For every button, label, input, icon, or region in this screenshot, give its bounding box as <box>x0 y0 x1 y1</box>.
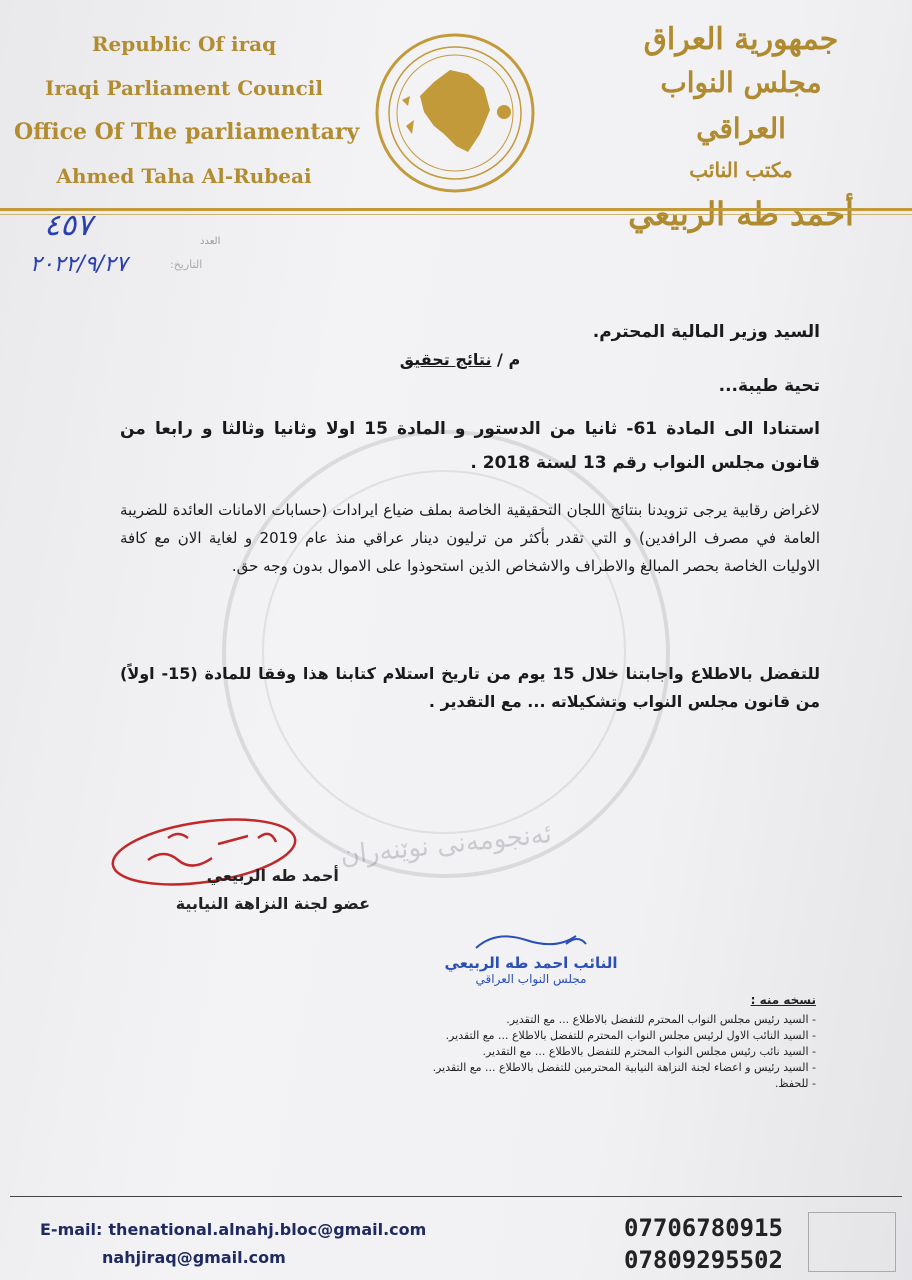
list-item: - السيد رئيس مجلس النواب المحترم للتفضل بالاطلاع ... مع التقدير. <box>506 1013 816 1026</box>
list-item: - السيد نائب رئيس مجلس النواب المحترم للتفضل بالاطلاع ... مع التقدير. <box>482 1045 816 1058</box>
list-item: - للحفظ. <box>774 1077 816 1090</box>
email-link-primary[interactable]: thenational.alnahj.bloc@gmail.com <box>108 1220 427 1239</box>
reference-date: ٢٠٢٢/٩/٢٧ <box>30 252 128 277</box>
header-divider <box>0 208 912 211</box>
parliament-seal-icon <box>372 30 538 196</box>
reference-date-label: التاريخ: <box>170 258 203 271</box>
letterhead-en-line: Ahmed Taha Al-Rubeai <box>56 164 312 188</box>
stamp-line-1: النائب احمد طه الربيعي <box>444 954 618 972</box>
subject-line <box>380 350 540 369</box>
letterhead-en-line: Office Of The parliamentary <box>14 119 360 145</box>
letterhead-ar-line: مجلس النواب العراقي <box>660 66 822 145</box>
document-stamp-box <box>808 1212 896 1272</box>
blue-stamp <box>436 926 626 996</box>
footer-divider <box>10 1196 902 1197</box>
signatory-title: عضو لجنة النزاهة النيابية <box>175 894 370 913</box>
header-divider-thin <box>0 214 912 215</box>
letterhead-ar-line: جمهورية العراق <box>643 22 839 57</box>
footer-phones <box>624 1212 783 1276</box>
phone-number: 07706780915 <box>624 1214 783 1242</box>
email-link-secondary[interactable]: nahjiraq@gmail.com <box>102 1248 286 1267</box>
list-item: - السيد رئيس و اعضاء لجنة النزاهة النيابية المحترمين للتفضل بالاطلاع ... مع التقدير. <box>432 1061 816 1074</box>
email-label: E-mail: <box>40 1220 103 1239</box>
copies-title: نسخه منه : <box>750 993 816 1007</box>
copies-list <box>316 992 816 1092</box>
stamp-line-2: مجلس النواب العراقي <box>475 972 587 986</box>
subject-prefix: م / <box>497 350 521 369</box>
letterhead-english <box>14 22 360 198</box>
phone-number: 07809295502 <box>624 1246 783 1274</box>
signatory-name: أحمد طه الربيعي <box>206 866 339 885</box>
paragraph-legal-basis: استنادا الى المادة 61- ثانيا من الدستور و المادة 15 اولا وثانيا وثالثا و رابعا من قانون مجلس النواب رقم 13 لسنة 2018 . <box>120 419 820 473</box>
subject-text: نتائج تحقيق <box>399 350 492 369</box>
greeting: تحية طيبة... <box>718 376 820 396</box>
reference-number: ٤٥٧ <box>44 208 93 243</box>
addressee: السيد وزير المالية المحترم. <box>592 322 820 342</box>
letterhead-arabic <box>616 20 866 240</box>
list-item: - السيد النائب الاول لرئيس مجلس النواب المحترم للتفضل بالاطلاع ... مع التقدير. <box>445 1029 816 1042</box>
watermark-text: ئەنجومەنی نوێنەران <box>339 818 554 872</box>
letterhead-en-line: Iraqi Parliament Council <box>45 76 323 100</box>
paragraph-deadline: للتفضل بالاطلاع واجابتنا خلال 15 يوم من تاريخ استلام كتابنا هذا وفقا للمادة (15- اولاً) من قانون مجلس النواب وتشكيلاته ... مع التقدير . <box>120 664 821 711</box>
letterhead-ar-line: مكتب النائب <box>689 158 793 182</box>
footer-email-primary <box>40 1220 426 1239</box>
paragraph-request: لاغراض رقابية يرجى تزويدنا بنتائج اللجان التحقيقية الخاصة بملف ضياع ايرادات (حسابات الامانات العائدة للضريبة العامة في مصرف الرافدين) و التي تقدر بأكثر من ترليون دينار عراقي منذ عام 2019 و لغاية الان مع كافة الاوليات الخاصة بحصر المبالغ والاطراف والاشخاص الذين استحوذوا على الاموال بدون وجه حق. <box>120 501 821 575</box>
reference-number-label: العدد <box>200 236 221 247</box>
blue-signature-icon <box>466 926 596 956</box>
signature-block <box>176 862 370 918</box>
letterhead-en-line: Republic Of iraq <box>91 32 277 56</box>
